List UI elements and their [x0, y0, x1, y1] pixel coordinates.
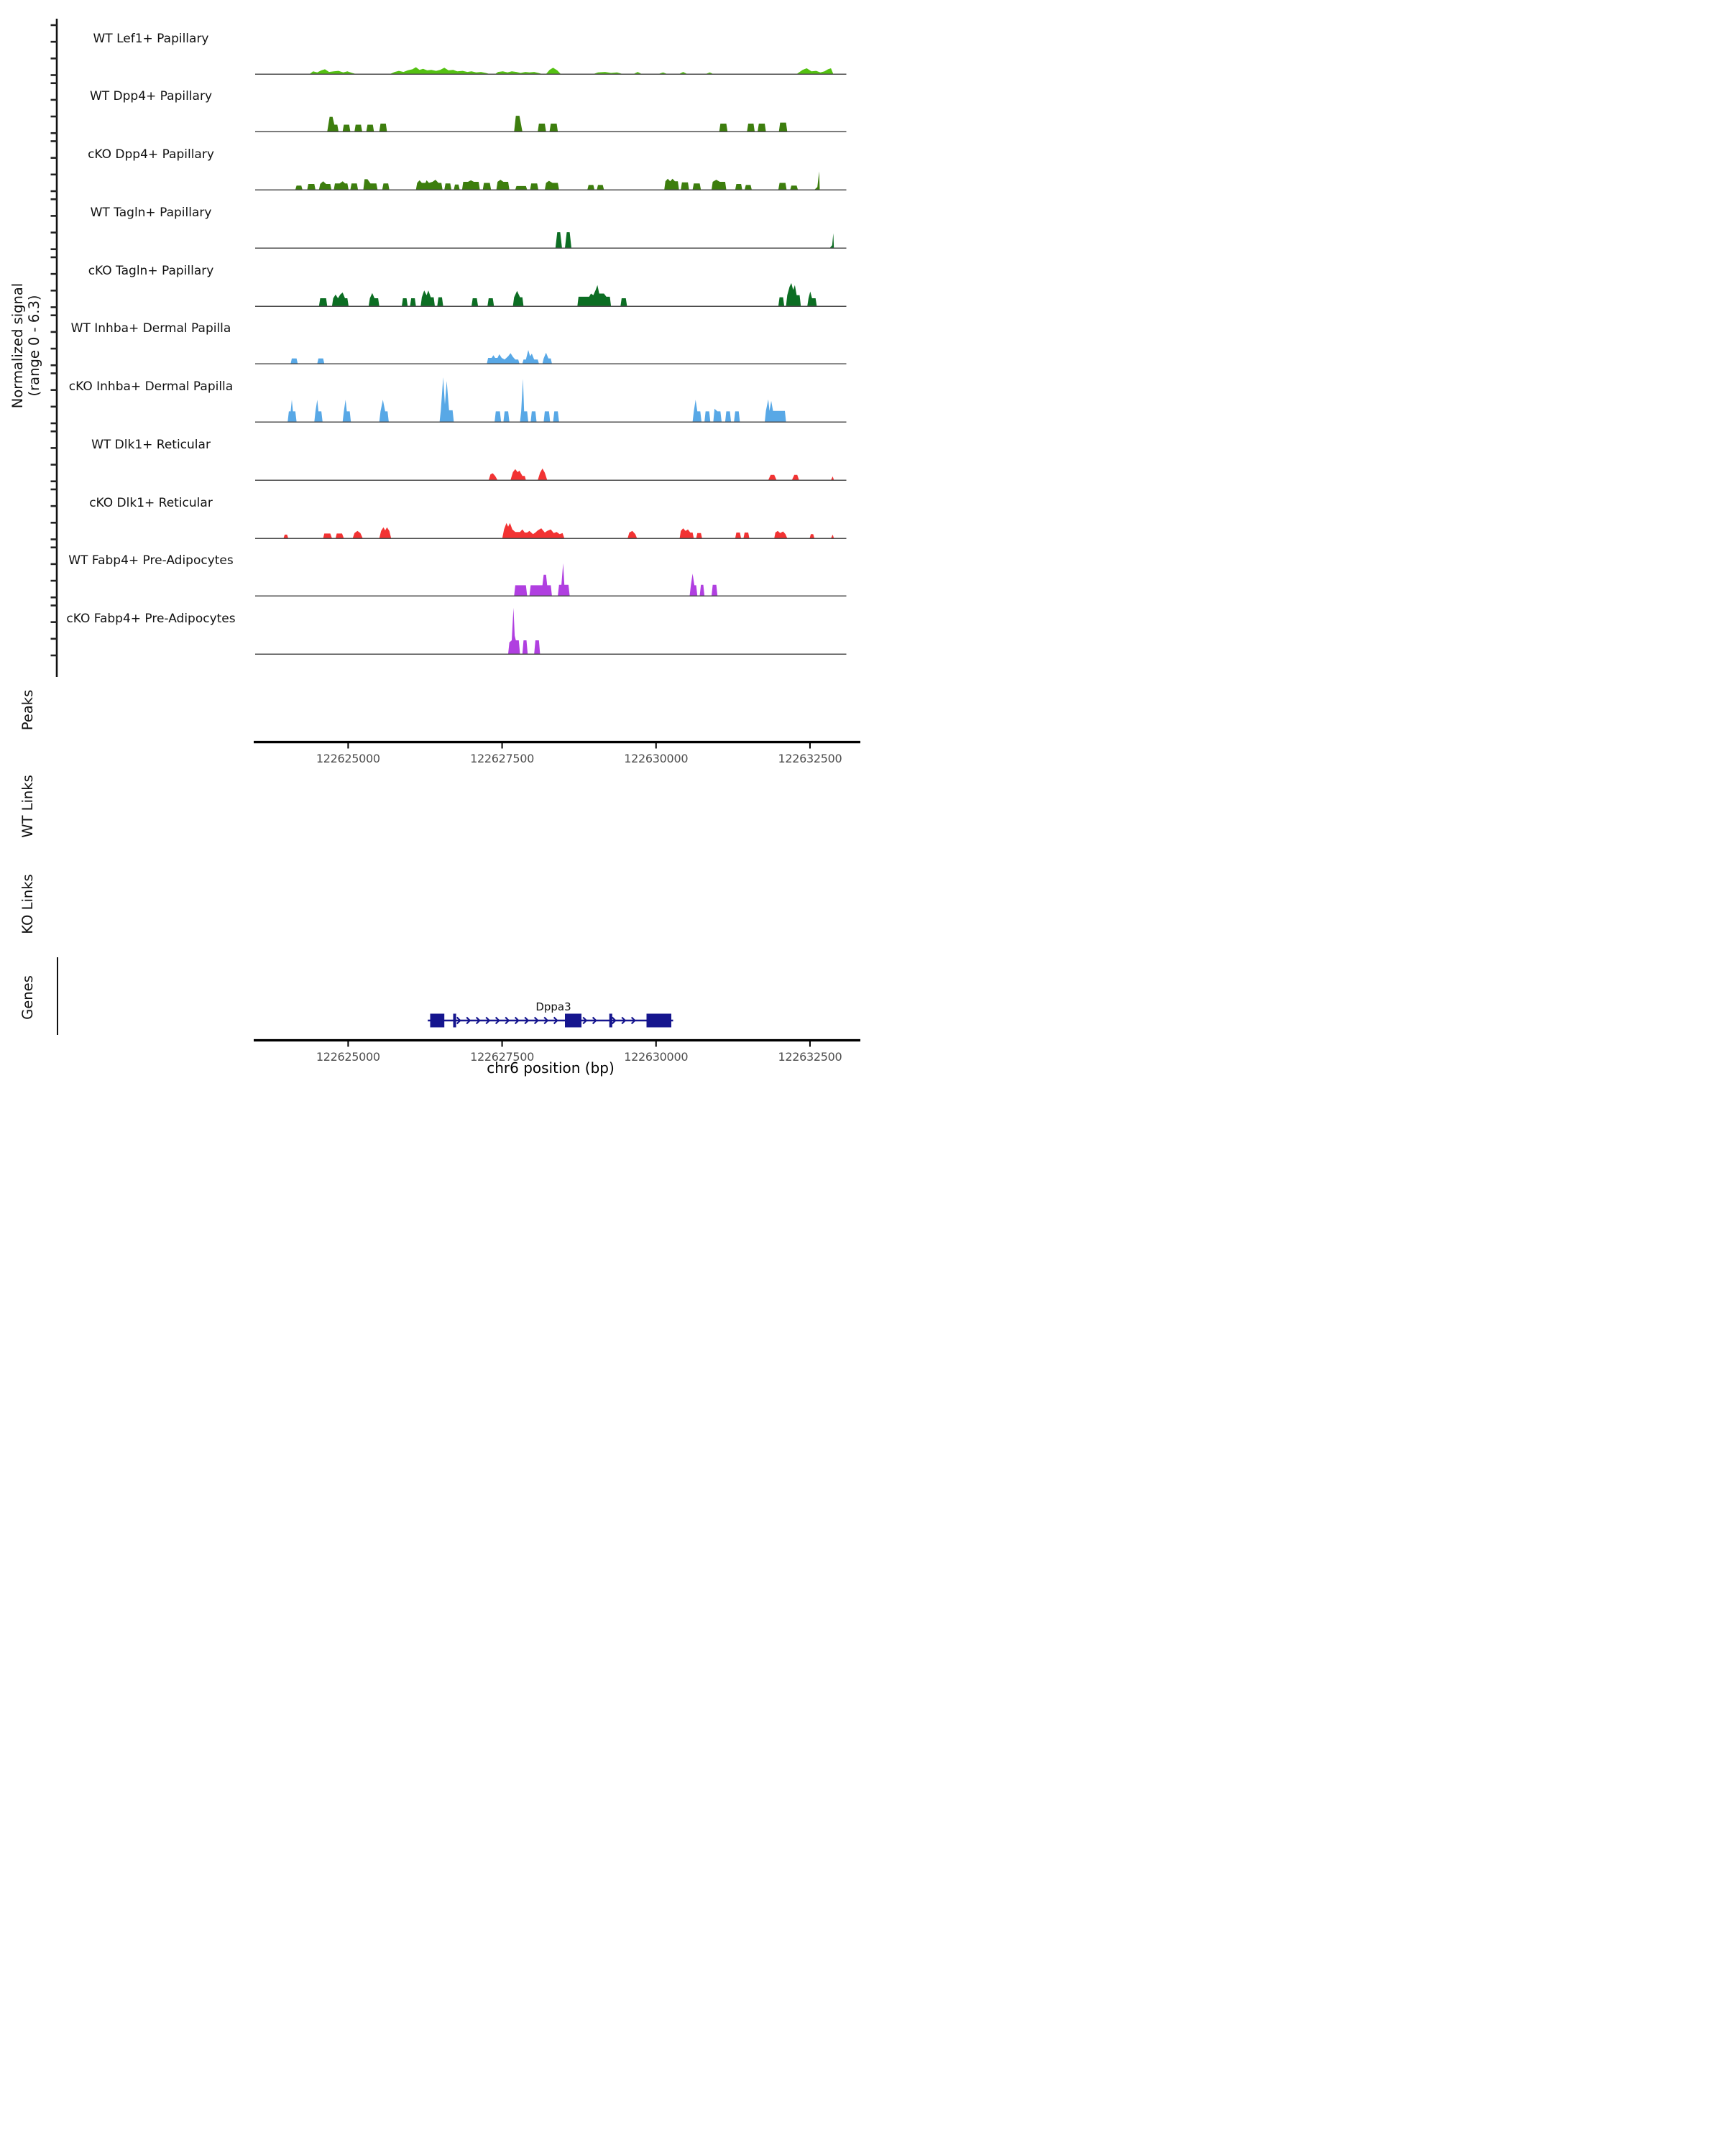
x-tick-label: 122625000	[316, 752, 380, 765]
section-label-wt-links: WT Links	[19, 775, 36, 838]
track-signal	[255, 136, 847, 191]
track-signal	[255, 484, 847, 540]
y-axis-label	[9, 188, 43, 504]
x-tick-label: 122632500	[778, 1050, 842, 1064]
section-label-peaks: Peaks	[19, 689, 36, 731]
signal-y-axis	[45, 13, 60, 681]
track-label: WT Inhba+ Dermal Papilla	[70, 321, 231, 336]
x-axis-title: chr6 position (bp)	[487, 1059, 615, 1077]
track-signal	[255, 194, 847, 249]
track-label: WT Lef1+ Papillary	[93, 31, 209, 46]
track-label: WT Fabp4+ Pre-Adipocytes	[68, 553, 234, 568]
x-tick-label: 122630000	[624, 752, 689, 765]
section-label-ko-links: KO Links	[19, 874, 36, 934]
x-axis	[252, 740, 862, 750]
x-tick-label: 122627500	[470, 752, 535, 765]
y-axis-label-line2: (range 0 - 6.3)	[26, 295, 42, 397]
gene-model	[255, 1000, 847, 1041]
section-label-genes: Genes	[19, 975, 36, 1020]
x-tick-label: 122630000	[624, 1050, 689, 1064]
track-signal	[255, 252, 847, 308]
track-signal	[255, 310, 847, 365]
gene-name-label: Dppa3	[535, 1000, 571, 1013]
track-label: cKO Fabp4+ Pre-Adipocytes	[66, 612, 236, 626]
track-signal	[255, 368, 847, 423]
track-label: cKO Inhba+ Dermal Papilla	[68, 379, 234, 394]
track-signal	[255, 542, 847, 597]
track-signal	[255, 600, 847, 655]
track-signal	[255, 426, 847, 482]
track-label: cKO Dlk1+ Reticular	[89, 495, 213, 510]
coverage-plot-figure	[0, 0, 862, 1078]
track-label: WT Dlk1+ Reticular	[91, 437, 211, 452]
track-label: WT Tagln+ Papillary	[90, 205, 212, 220]
track-label: WT Dpp4+ Papillary	[89, 89, 213, 104]
x-tick-label: 122625000	[316, 1050, 380, 1064]
track-signal	[255, 20, 847, 75]
genes-axis-spine	[57, 957, 59, 1035]
track-label: cKO Dpp4+ Papillary	[88, 147, 214, 162]
track-label: cKO Tagln+ Papillary	[88, 263, 214, 278]
x-tick-label: 122627500	[470, 1050, 535, 1064]
y-axis-label-line1: Normalized signal	[9, 282, 26, 409]
track-signal	[255, 78, 847, 133]
x-tick-label: 122632500	[778, 752, 842, 765]
